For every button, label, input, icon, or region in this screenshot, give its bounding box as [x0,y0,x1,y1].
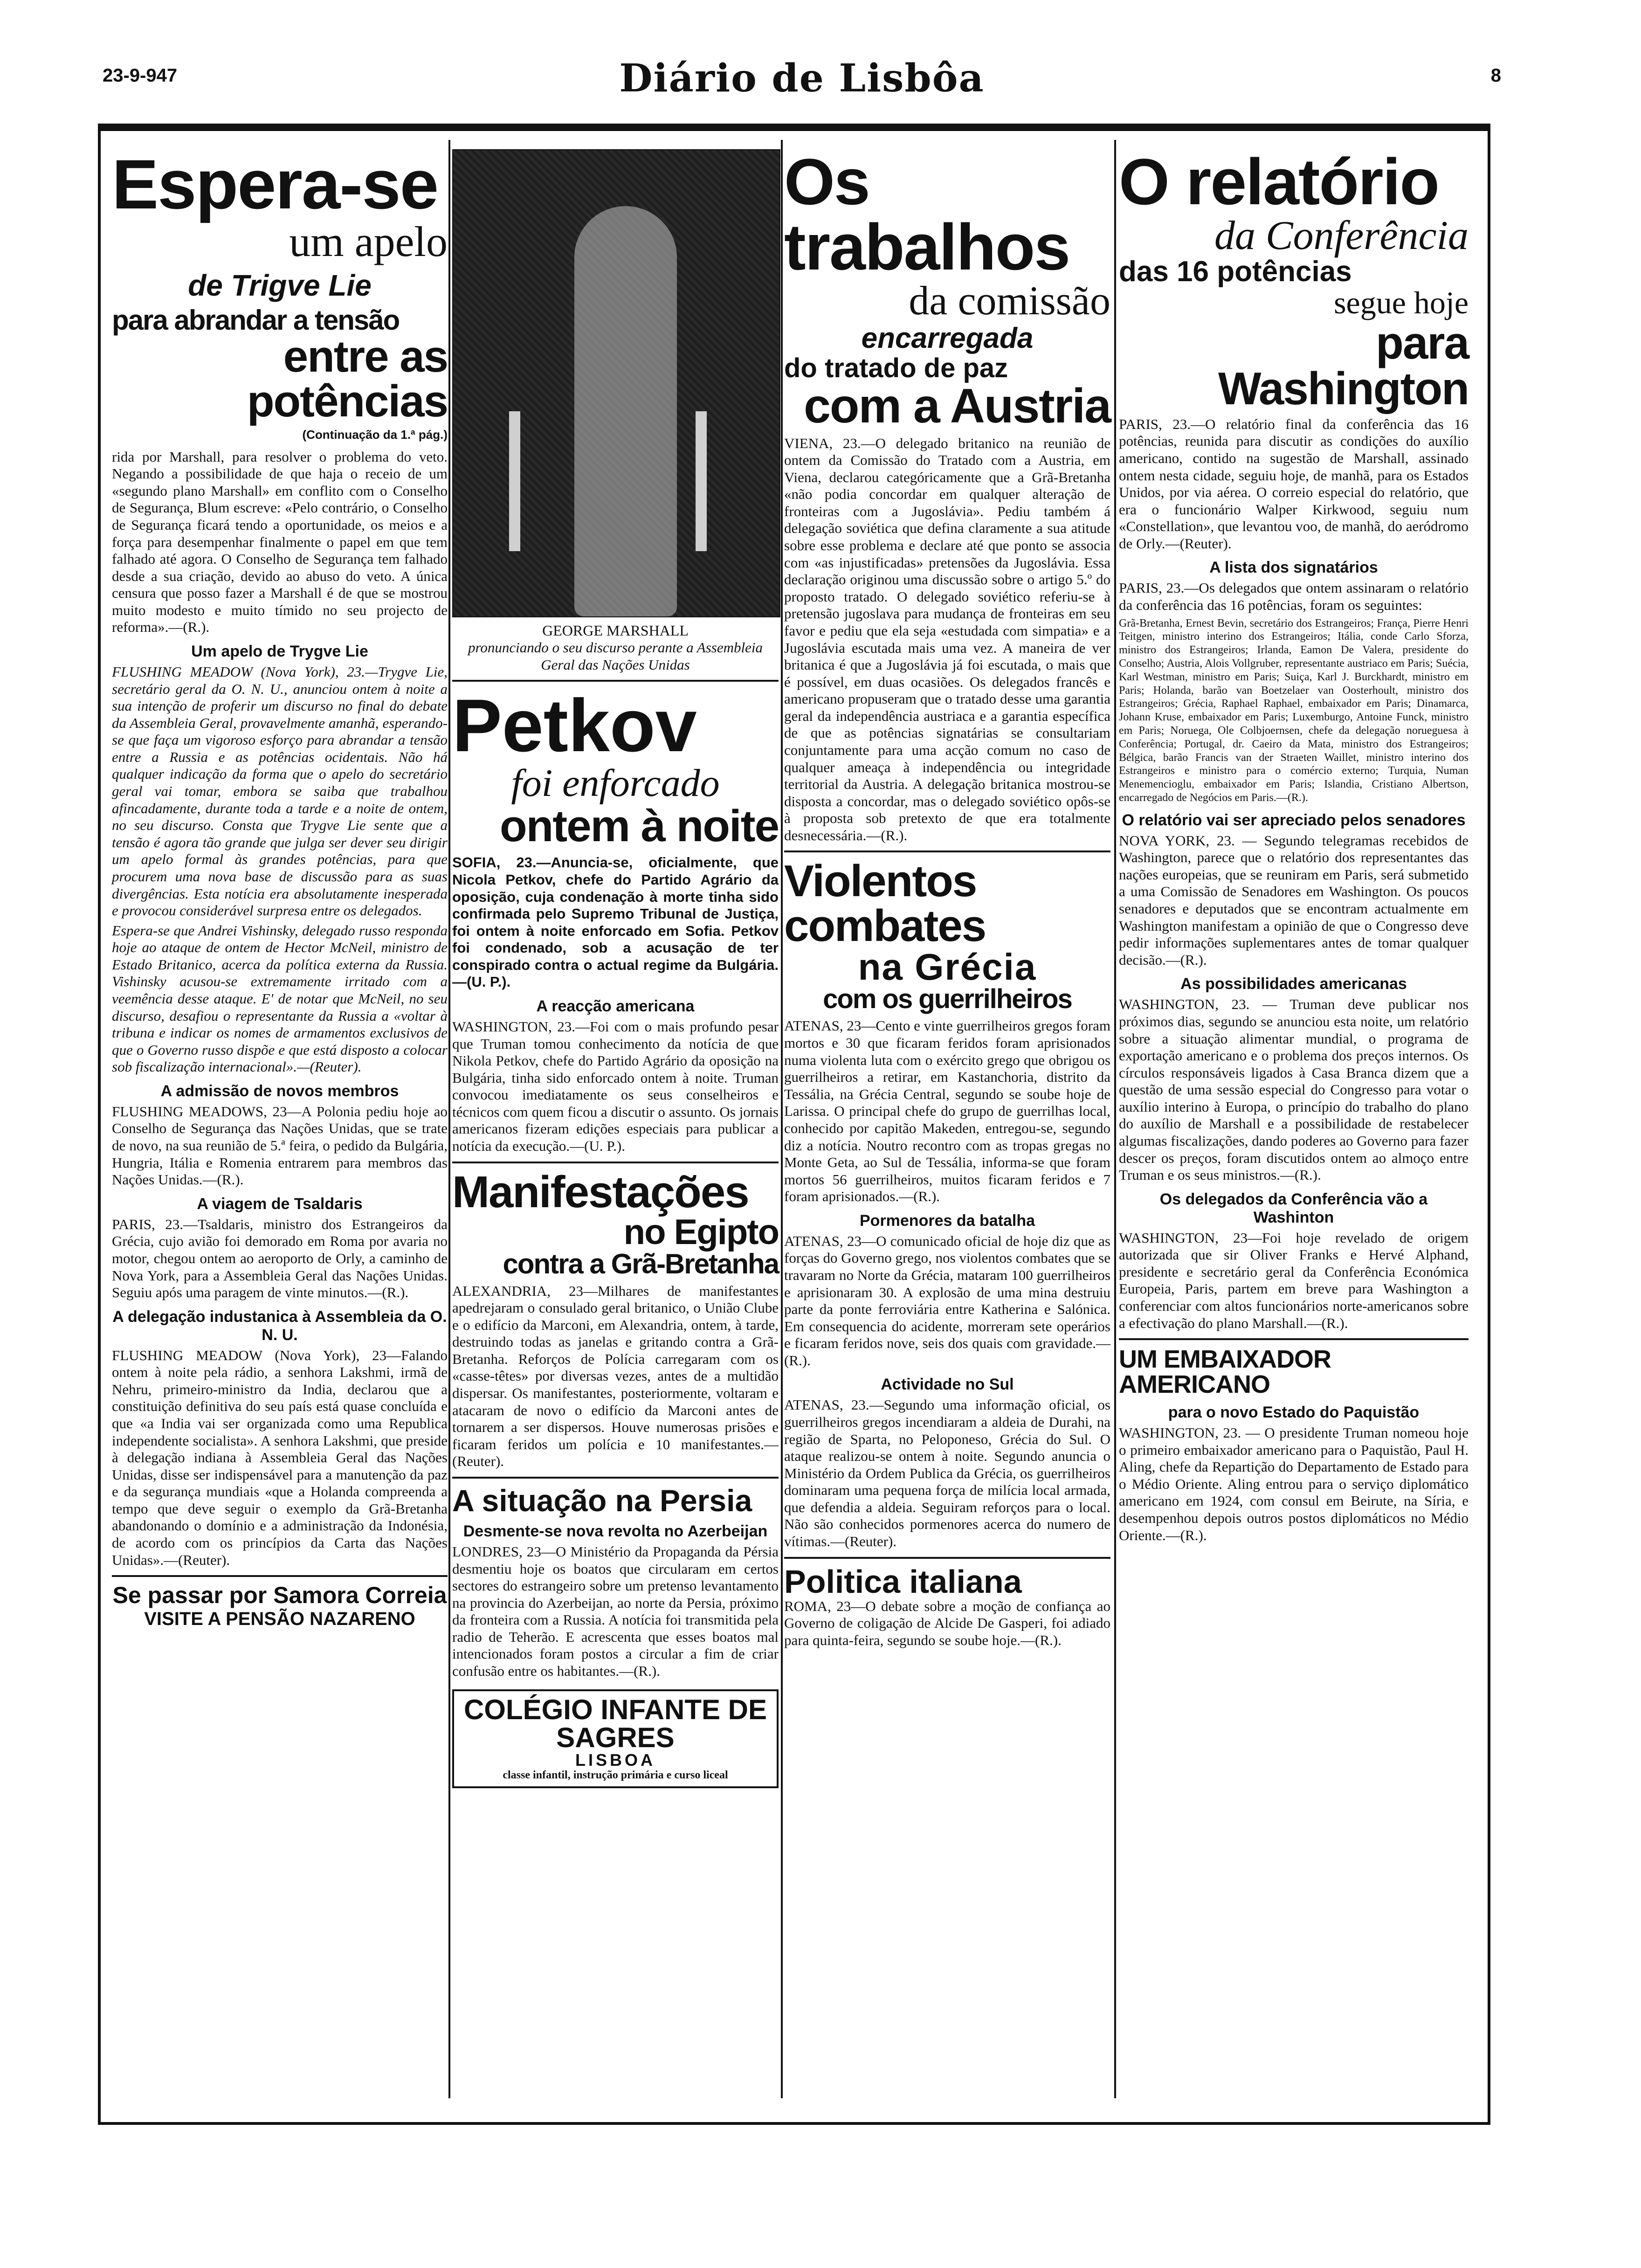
article-paragraph: PARIS, 23.—O relatório final da conferência das 16 potências, reunida para discutir as condições do auxílio americano, contido na sugestão de Marshall, assinado ontem nesta cidade, seguiu hoje, de manhã, para os Estados Unidos, por via aérea. O correio especial do relatório, que era o funcionário Walper Kirkwood, seguiu num «Constellation», que levantou voo, de manhã, do aeródromo de Orly.—(Reuter). [1119,415,1469,552]
headline-line-3: das 16 potências [1119,256,1352,288]
divider [452,680,779,682]
article-paragraph: LONDRES, 23—O Ministério da Propaganda da Pérsia desmentiu hoje os boatos que circularam em certos sectores do estrangeiro sobre um pretenso levantamento na provincia do Azerbeijan, ao norte da Persia, próximo da fronteira com a Russia. A notícia foi transmitida pela radio de Teherão. E acrescenta que esses boatos mal intencionados foram postos a circular a fim de criar confusão entre os habitantes.—(R.). [452,1543,779,1679]
issue-date: 23-9-947 [103,65,178,86]
masthead [103,56,1501,117]
subheading: Um apelo de Trygve Lie [191,643,368,661]
ad-subtitle: classe infantil, instrução primária e curso liceal [503,1769,728,1781]
subheading: A lista dos signatários [1209,559,1378,577]
column-4 [1119,145,1469,1544]
headline-politica-italiana: Politica italiana [784,1563,1022,1600]
divider [784,850,1110,852]
signatories-list: Grã-Bretanha, Ernest Bevin, secretário dos Estrangeiros; França, Pierre Henri Teitgen, ministro interino dos Estrangeiros; Itália, conde Carlo Sforza, ministro dos Estrangeiros; Irlanda, Eamon De Valera, presidente do Conselho; Austria, Alois Vollgruber, representante austriaco em Paris; Suécia, Karl Westman, ministro em Paris; Suiça, Karl J. Burckhardt, ministro em Paris; Holanda, barão van Boetzelaer van Oosterhoult, ministro dos Estrangeiros; Grécia, Raphael Raphael, embaixador em Paris; Dinamarca, Johann Kruse, embaixador em Paris; Luxemburgo, Antoine Funck, ministro em Paris; Noruega, Ole Colbjoernsen, chefe da delegação norueguesa à Conferência; Portugal, dr. Caeiro da Mata, ministro dos Estrangeiros; Bélgica, barão Francis van der Straeten Waillet, ministro interino dos Estrangeiros e ministro para o comércio externo; Turquia, Numan Menemencioglu, embaixador em Paris; Islandia, Cristiano Albertson, encarregado de Negócios em Paris.—(R.). [1119,617,1469,804]
article-paragraph: rida por Marshall, para resolver o problema do veto. Negando a possibilidade de que haja o receio de um «segundo plano Marshall» em conflito com o Conselho de Segurança, Blum escreve: «Pelo contrário, o Conselho de Segurança ficará tendo a oportunidade, os meios e a força para desempenhar finalmente o papel em que tem falhado até agora. O Conselho de Segurança tem falhado desde a sua criação, devido ao abuso do veto. A única censura que posso fazer a Marshall é de que se mostrou muito modesto e muito tímido no seu projecto de reforma».—(R.). [112,448,448,636]
article-paragraph: WASHINGTON, 23—Foi hoje revelado de origem autorizada que sir Oliver Franks e Hervé Alphand, presidente e secretário geral da Conferência Económica Europeia, Paris, partem em breve para Washington a conferenciar com altos funcionários norte-americanos sobre a efectivação do plano Marshall.—(R.). [1119,1229,1469,1331]
headline-embaixador-americano: UM EMBAIXADOR AMERICANO [1119,1345,1331,1399]
divider [1119,1338,1469,1340]
article-paragraph: ALEXANDRIA, 23—Milhares de manifestantes apedrejaram o consulado geral britanico, o União Clube e o edifício da Marconi, em Alexandria, ontem, à tarde, destruindo todas as janelas e gritando contra a Grã-Bretanha. Reforços de Polícia carregaram com os «casse-têtes» por diversas vezes, antes de a multidão dispersar. Os manifestantes, posteriormente, voltaram e atacaram de novo o edifício da Marconi antes de tornarem a ser dispersos. Houve numerosas prisões e ficaram feridos um polícia e 10 manifestantes.—(Reuter). [452,1282,779,1470]
headline-line-2: na Grécia [858,946,1037,988]
headline-line-2: no Egipto [623,1212,779,1252]
divider [112,1575,448,1577]
headline-o-relatorio: O relatório [1119,145,1439,218]
subheading: O relatório vai ser apreciado pelos senadores [1122,811,1466,829]
article-paragraph: FLUSHING MEADOW (Nova York), 23—Falando ontem à noite pela rádio, a senhora Lakshmi, irmã de Nehru, primeiro-ministro da India, declarou que a constituição definitiva do seu país está quase concluída e que «a India vai ser organizada como uma Republica independente socialista». A senhora Lakshmi, que preside à delegação indiana à Assembleia Geral das Nações Unidas, disse ser indispensável para a manutenção da paz e da segurança mundiais «que a Holanda compreenda a tempo que deve seguir o exemplo da Grã-Bretanha abandonando o domínio e a administração da Indonésia, de acordo com os princípios da Carta das Nações Unidas».—(Reuter). [112,1347,448,1568]
headline-line-4: segue hoje [1334,285,1469,321]
article-paragraph: WASHINGTON, 23. — O presidente Truman nomeou hoje o primeiro embaixador americano para o Paquistão, Paul H. Aling, chefe da Repartição do Departamento de Estado para o Médio Oriente. Aling entrou para o serviço diplomático americano em 1924, com consul em Beirute, na Síria, e desempenhou depois outros postos diplomáticos no Médio Oriente.—(R.). [1119,1424,1469,1543]
newspaper-title: Diário de Lisbôa [619,56,985,101]
article-paragraph: PARIS, 23.—Tsaldaris, ministro dos Estrangeiros da Grécia, cujo avião foi demorado em Roma por avaria no motor, chegou ontem ao aeroporto de Orly, a caminho de Nova York, para a Assembleia Geral das Nações Unidas. Seguiu após uma paragem de vinte minutos.—(R.). [112,1216,448,1301]
ad-city: LISBOA [575,1750,655,1770]
photo-caption-name: GEORGE MARSHALL [542,622,689,639]
article-paragraph: ATENAS, 23.—Segundo uma informação oficial, os guerrilheiros gregos incendiaram a aldeia de Durahi, na região de Sparta, no Peloponeso, Grécia do Sul. O ataque realizou-se ontem à noite. Segundo anuncia o Ministério da Ordem Publica da Grécia, os guerrilheiros dominaram uma pequena força de milícia local armada, que defendia a aldeia. Seguiram reforços para o local. Não são conhecidos pormenores acerca do numero de vítimas.—(Reuter). [784,1397,1110,1550]
article-paragraph: ATENAS, 23—O comunicado oficial de hoje diz que as forças do Governo grego, nos violentos combates que se travaram no Norte da Grécia, mataram 100 guerrilheiros e aprisionaram 30. A explosão de uma mina destruiu parte da ponte ferroviária entre Katherina e Salónica. Em consequencia do acidente, morreram sete operários e ficaram feridos nove, seis dos quais com gravidade.—(R.). [784,1232,1110,1369]
article-paragraph: Espera-se que Andrei Vishinsky, delegado russo responda hoje ao ataque de ontem de Hector McNeil, ministro de Estado Britanico, acerca da política externa da Russia. Vishinsky acusou-se extremamente irritado com a veemência desse ataque. E' de notar que McNeil, no seu discurso, desafiou o representante da Russia a «voltar à tribuna e indicar os nomes de armamentos exclusivos de que o Governo russo dispõe e que está disposto a colocar sob fiscalização internacional».—(Reuter). [112,922,448,1075]
article-paragraph: ATENAS, 23—Cento e vinte guerrilheiros gregos foram mortos e 30 que ficaram feridos foram aprisionados numa violenta luta com o exército grego que obrigou os guerrilheiros a retirar, em Kastanchoria, distrito da Tessália, na Grécia Central, segundo se soube hoje de Larissa. O principal chefe do grupo de guerrilhas local, conhecido por capitão Makeden, entregou-se, segundo diz a notícia. Noutro recontro com as tropas gregas no Monte Geta, ao Sul de Tessália, informa-se que foram mortos 56 guerrilheiros, muitos ficaram feridos e 7 foram aprisionados.—(R.). [784,1017,1110,1205]
headline-line-4: para abrandar a tensão [112,304,400,336]
ad-pensao-nazareno: VISITE A PENSÃO NAZARENO [144,1609,415,1630]
subheading: As possibilidades americanas [1180,975,1407,993]
ad-samora-correia: Se passar por Samora Correia [112,1582,447,1609]
lead-paragraph: SOFIA, 23.—Anuncia-se, oficialmente, que Nicola Petkov, chefe do Partido Agrário da oposição, cuja condenação à morte tinha sido confirmada pelo Supremo Tribunal de Justiça, foi ontem à noite enforcado em Sofia. Petkov foi condenado, sob a acusação de ter conspirado contra o actual regime da Bulgária.—(U. P.). [452,854,779,990]
headline-violentos-combates: Violentos combates [784,856,986,951]
ad-colegio-infante-de-sagres [452,1689,779,1789]
article-paragraph: VIENA, 23.—O delegado britanico na reunião de ontem da Comissão do Tratado com a Austria, em Viena, declarou categóricamente que a Grã-Bretanha «não podia concordar em qualquer alteração de fronteiras com a Jugoslávia». Pediu também á delegação soviética que defina claramente a sua atitude sobre esse problema e declare até que ponto se associa com «as injustificadas» pretensões da Jugoslávia. Essa declaração originou uma discussão sobre o artigo 5.º do proposto tratado. O delegado soviético referiu-se à pretensão jugoslava para mudança de fronteiras em seu favor e pediu que ela seja «estudada com simpatia» e a Jugoslávia escutada mais uma vez. A maneira de ver britanica é que a Jugoslávia já foi escutada, o mais que é possível, em duas ocasiões. Os delegados francês e americano propuseram que o tratado desse uma garantia geral da independência austriaca e a garantia específica de que as potências signatárias se consultariam conjuntamente para uma acção comum no caso de qualquer ameaça à independência ou integridade territorial da Austria. A delegação britanica mostrou-se disposta a concordar, mas o delegado soviético opôs-se à proposta sob pretexto de que era totalmente desnecessária.—(R.). [784,435,1110,844]
article-paragraph: WASHINGTON, 23.—Foi com o mais profundo pesar que Truman tomou conhecimento da notícia de que Nikola Petkov, chefe do Partido Agrário da oposição na Bulgária, tinha sido enforcado ontem à noite. Truman convocou imediatamente os seus conselheiros e técnicos com quem ficou a discutir o assunto. Os jornais americanos fizeram edições especiais para publicar a notícia da execução.—(U. P.). [452,1018,779,1155]
headline-line-3: com os guerrilheiros [823,984,1072,1015]
headline-line-5: para Washington [1218,317,1469,414]
headline-line-2: um apelo [289,218,448,265]
headline-line-5: com a Austria [804,379,1110,433]
headline-os-trabalhos: Os trabalhos [784,145,1070,284]
subheading: Desmente-se nova revolta no Azerbeijan [463,1522,768,1540]
headline-line-3: ontem à noite [499,801,779,851]
headline-petkov: Petkov [452,684,697,768]
article-paragraph: NOVA YORK, 23. — Segundo telegramas recebidos de Washington, parece que o relatório dos representantes das nações europeias, que se reuniram em Paris, será submetido a uma Comissão de Senadores em Washington. Os poucos senadores e deputados que se encontram actualmente em Washington manifestam a opinião de que o Congresso deve pedir informações suplementares antes de tomar qualquer decisão.—(R.). [1119,832,1469,968]
column-rule [1114,140,1116,2098]
headline-line-5: entre as potências [247,331,448,426]
subheading: para o novo Estado do Paquistão [1168,1404,1420,1422]
subheading: A reacção americana [536,997,695,1015]
photo-caption: pronunciando o seu discurso perante a Assembleia Geral das Nações Unidas [468,639,763,673]
headline-manifestacoes: Manifestações [452,1167,749,1217]
headline-line-2: foi enforcado [511,761,720,805]
article-paragraph: FLUSHING MEADOWS, 23—A Polonia pediu hoje ao Conselho de Segurança das Nações Unidas, que se trate de novo, na sua reunião de 5.ª feira, o pedido da Bulgária, Hungria, Itália e Romenia entrarem para membros das Nações Unidas.—(R.). [112,1103,448,1188]
divider [784,1557,1110,1559]
article-paragraph: WASHINGTON, 23. — Truman deve publicar nos próximos dias, segundo se anunciou esta noite, um relatório sobre a situação alimentar mundial, o programa de exportação americano e o problema dos preços internos. Os círculos responsáveis ligados à Casa Branca dizem que a questão de uma sessão especial do Congresso para votar o auxílio interino à Europa, o princípio do trabalho do plano do auxílio de Marshall e a possibilidade de restabelecer algumas fiscalizações, dando poderes ao Governo para fazer descer os preços, foram discutidos ontem ao almoço entre Truman e os seus ministros.—(R.). [1119,996,1469,1183]
divider [452,1162,779,1163]
subheading: A delegação industanica à Assembleia da O. N. U. [112,1307,447,1344]
headline-line-3: encarregada [861,322,1034,355]
article-paragraph: PARIS, 23.—Os delegados que ontem assinaram o relatório da conferência das 16 potências, foram os seguintes: [1119,580,1469,613]
subheading: Actividade no Sul [881,1376,1014,1394]
column-rule [448,140,450,2098]
headline-line-2: da Conferência [1214,213,1469,258]
headline-espera-se: Espera-se [112,145,438,223]
column-2 [452,149,779,1788]
divider [452,1477,779,1479]
column-1 [112,145,448,1630]
headline-persia: A situação na Persia [452,1483,752,1518]
headline-line-2: da comissão [909,278,1110,324]
subheading: Pormenores da batalha [859,1211,1035,1230]
subheading: A admissão de novos membros [160,1082,399,1100]
marshall-photo [452,149,780,617]
headline-line-3: contra a Grã-Bretanha [503,1248,779,1279]
article-paragraph: ROMA, 23—O debate sobre a moção de confiança ao Governo de coligação de Alcide De Gasperi, foi adiado para quinta-feira, segundo se soube hoje.—(R.). [784,1597,1110,1648]
ad-title: COLÉGIO INFANTE DE SAGRES [463,1694,767,1753]
subheading: A viagem de Tsaldaris [197,1195,363,1213]
headline-line-4: do tratado de paz [784,353,1008,383]
continuation-note: (Continuação da 1.ª pág.) [302,427,448,442]
headline-line-3: de Trigve Lie [188,268,372,302]
page-number: 8 [1490,65,1501,86]
subheading: Os delegados da Conferência vão a Washinton [1159,1190,1428,1226]
column-rule [781,140,783,2098]
column-3 [784,145,1110,1649]
article-paragraph: FLUSHING MEADOW (Nova York), 23.—Trygve Lie, secretário geral da O. N. U., anunciou ontem à noite a sua intenção de proferir um discurso no final do debate da Assembleia Geral, provavelmente amanhã, esperando-se que faça um vigoroso esforço para abrandar a tensão entre a Russia e as potências ocidentais. Não há qualquer indicação da forma que o apelo do secretário geral vai tomar, embora se saiba que trabalhou afincadamente, durante toda a tarde e a noite de ontem, no seu discurso. Consta que Trygve Lie sente que a tensão é agora tão grande que julga ser dever seu dirigir um apelo formal às grandes potências, para que procurem uma nova base de discussão para as suas divergências. Esta notícia era absolutamente inesperada e provocou considerável surpresa entre os delegados. [112,664,448,919]
